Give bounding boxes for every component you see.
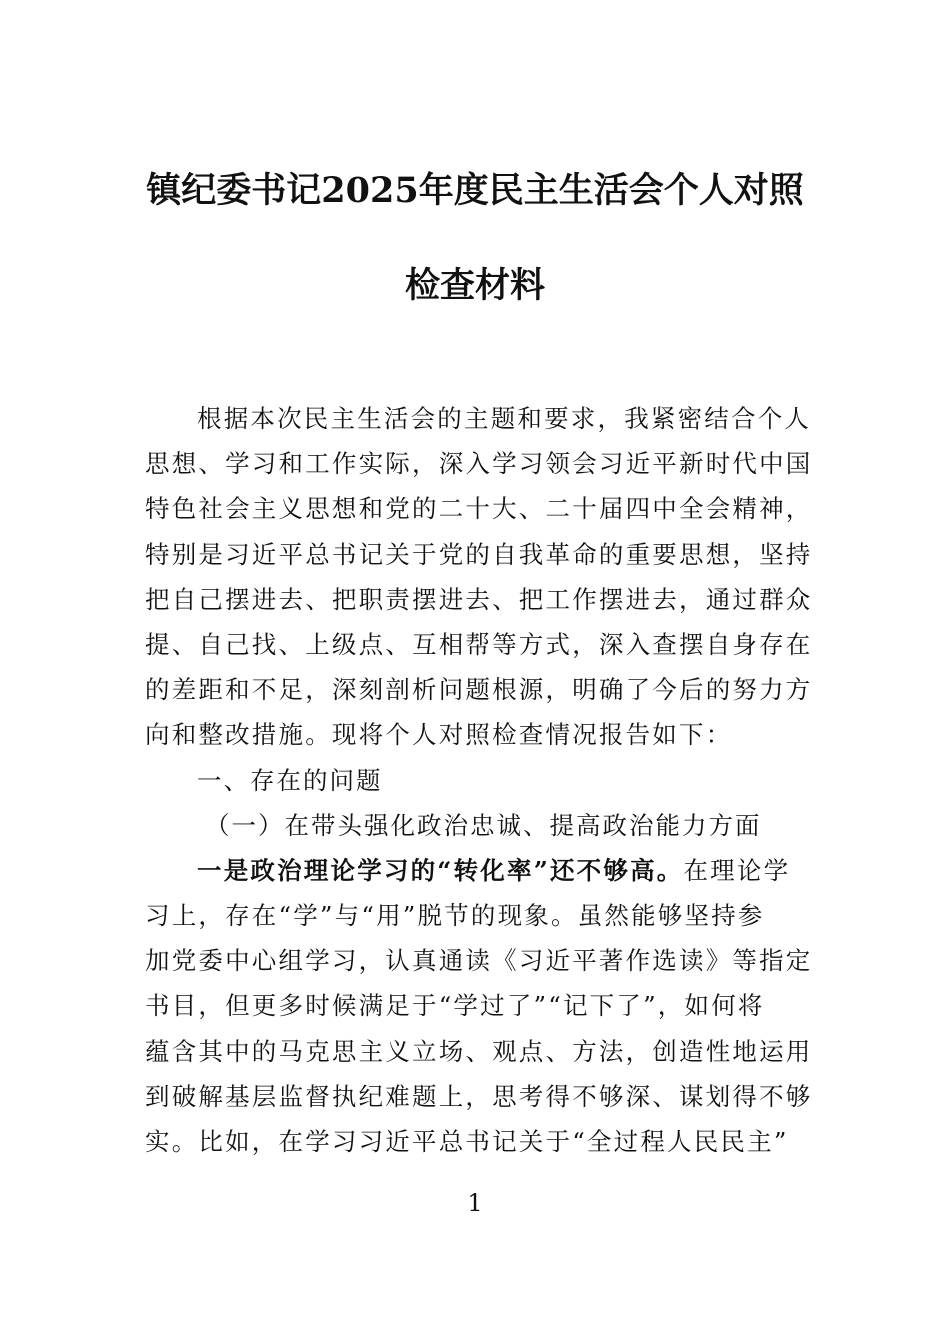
paragraph-line: 把自己摆进去、把职责摆进去、把工作摆进去，通过群众 [145, 584, 813, 614]
point-text: 在理论学 [683, 855, 791, 885]
paragraph-line: 特色社会主义思想和党的二十大、二十届四中全会精神， [145, 494, 813, 524]
paragraph-line: 书目，但更多时候满足于“学过了”“记下了”，如何将 [145, 991, 765, 1021]
section-heading: 一、存在的问题 [197, 765, 383, 795]
subsection-heading: （一）在带头强化政治忠诚、提高政治能力方面 [205, 810, 762, 840]
paragraph-line: 加党委中心组学习，认真通读《习近平著作选读》等指定 [145, 946, 813, 976]
paragraph-line: 习上，存在“学”与“用”脱节的现象。虽然能够坚持参 [145, 901, 765, 931]
paragraph-line: 提、自己找、上级点、互相帮等方式，深入查摆自身存在 [145, 629, 813, 659]
paragraph-line: 思想、学习和工作实际，深入学习领会习近平新时代中国 [145, 449, 813, 479]
paragraph-line: 的差距和不足，深刻剖析问题根源，明确了今后的努力方 [145, 675, 813, 705]
paragraph-line: 蕴含其中的马克思主义立场、观点、方法，创造性地运用 [145, 1036, 813, 1066]
document-title-line-1: 镇纪委书记2025年度民主生活会个人对照 [146, 170, 804, 211]
document-title-line-2: 检查材料 [404, 265, 545, 306]
paragraph-line: 特别是习近平总书记关于党的自我革命的重要思想，坚持 [145, 539, 813, 569]
paragraph-line: 到破解基层监督执纪难题上，思考得不够深、谋划得不够 [145, 1081, 813, 1111]
paragraph-line: 向和整改措施。现将个人对照检查情况报告如下： [145, 720, 733, 750]
point-first-line [145, 848, 809, 893]
page-number: 1 [467, 1189, 483, 1217]
paragraph-line: 实。比如，在学习习近平总书记关于“全过程人民民主” [145, 1127, 789, 1156]
paragraph-line: 根据本次民主生活会的主题和要求，我紧密结合个人 [197, 404, 812, 433]
document-body [145, 396, 813, 1164]
point-bold-lead: 一是政治理论学习的“转化率”还不够高。 [197, 855, 684, 885]
